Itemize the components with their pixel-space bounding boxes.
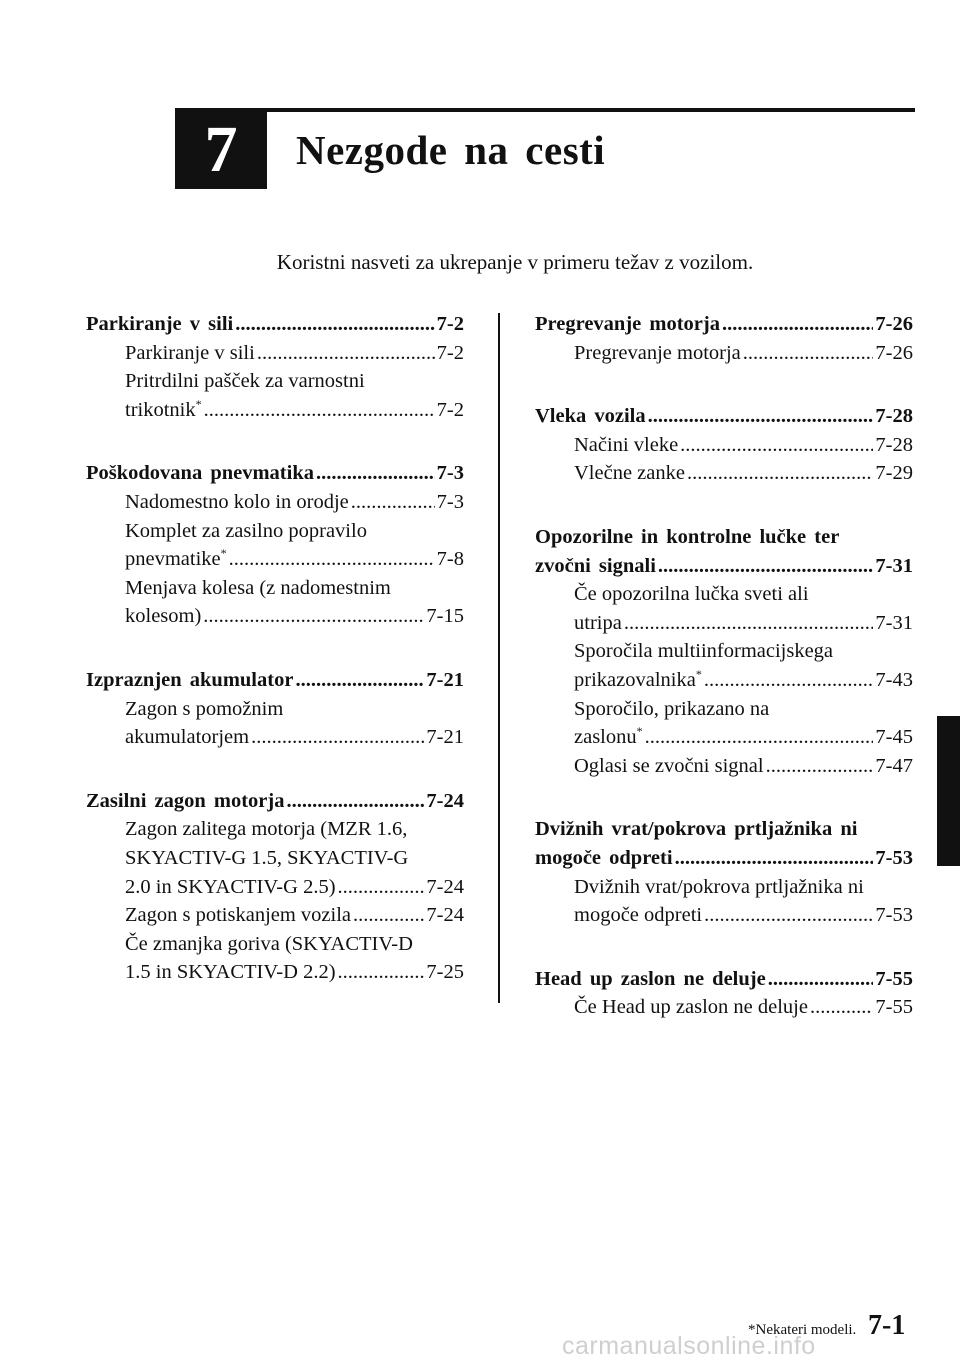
entry-label: Pregrevanje motorja	[535, 313, 720, 335]
footnote-marker: *	[695, 667, 702, 682]
page-reference: 7-28	[875, 405, 913, 428]
entry-label: Poškodovana pnevmatika	[86, 462, 314, 485]
toc-section	[535, 523, 913, 780]
toc-left-column	[86, 310, 464, 1022]
dot-leader	[286, 787, 424, 816]
toc-entry-text	[125, 873, 336, 902]
entry-label: Zagon s pomožnim	[125, 697, 284, 720]
entry-label: trikotnik	[125, 398, 196, 421]
toc-heading[interactable]	[86, 310, 464, 339]
toc-entry-text	[125, 545, 227, 574]
toc-entry[interactable]	[86, 339, 464, 368]
page-reference: 7-53	[875, 846, 913, 869]
entry-label: mogoče odpreti	[574, 904, 703, 927]
toc-entry-text	[125, 695, 283, 724]
dot-leader	[722, 310, 873, 339]
toc-entry[interactable]	[86, 873, 464, 902]
dot-leader	[229, 545, 435, 574]
toc-entry-text	[125, 602, 201, 631]
page-reference: 7-15	[426, 605, 464, 628]
entry-label: utripa	[574, 611, 622, 634]
toc-entry-text	[574, 609, 622, 638]
entry-label: prikazovalnika	[574, 668, 696, 691]
dot-leader	[766, 752, 874, 781]
toc-entry	[86, 930, 464, 959]
toc-entry[interactable]	[535, 666, 913, 695]
entry-label: Načini vleke	[574, 433, 679, 456]
entry-label: Sporočilo, prikazano na	[574, 697, 770, 720]
toc-heading[interactable]	[535, 552, 913, 581]
page-reference: 7-43	[875, 668, 913, 691]
entry-label: pnevmatike	[125, 548, 221, 571]
toc-entry-text	[535, 310, 720, 339]
entry-label: zvočni signali	[535, 554, 656, 577]
entry-label: kolesom)	[125, 605, 202, 628]
toc-heading[interactable]	[535, 402, 913, 431]
page-reference: 7-24	[426, 789, 464, 812]
toc-entry-text	[574, 637, 833, 666]
entry-label: Če opozorilna lučka sveti ali	[574, 583, 809, 606]
dot-leader	[768, 965, 874, 994]
footnote-marker: *	[220, 546, 227, 561]
dot-leader	[257, 339, 435, 368]
page-reference: 7-2	[436, 313, 464, 335]
toc-entry-text	[574, 431, 678, 460]
toc-entry	[86, 844, 464, 873]
toc-entry-text	[535, 965, 766, 994]
entry-label: Parkiranje v sili	[125, 341, 255, 364]
entry-label: akumulatorjem	[125, 726, 250, 749]
toc-entry-text	[125, 930, 413, 959]
toc-entry[interactable]	[535, 459, 913, 488]
toc-entry-text	[574, 723, 643, 752]
toc-entry	[535, 580, 913, 609]
entry-label: 2.0 in SKYACTIV-G 2.5)	[125, 875, 336, 898]
dot-leader	[675, 844, 874, 873]
toc-entry[interactable]	[86, 488, 464, 517]
page-reference: 7-24	[426, 904, 464, 927]
dot-leader	[235, 310, 434, 339]
toc-entry	[86, 367, 464, 396]
column-divider	[498, 313, 500, 1003]
toc-heading[interactable]	[535, 965, 913, 994]
toc-entry-text	[574, 695, 769, 724]
entry-label: SKYACTIV-G 1.5, SKYACTIV-G	[125, 846, 409, 869]
dot-leader	[658, 552, 874, 581]
entry-label: Opozorilne in kontrolne lučke ter	[535, 525, 840, 548]
toc-entry-text	[574, 873, 864, 902]
page-reference: 7-25	[426, 961, 464, 984]
dot-leader	[353, 901, 424, 930]
chapter-rule	[175, 108, 915, 112]
page-reference: 7-45	[875, 726, 913, 749]
toc-section	[535, 965, 913, 1022]
toc-entry[interactable]	[86, 901, 464, 930]
toc-entry-text	[86, 459, 314, 488]
dot-leader	[251, 723, 424, 752]
toc-entry-text	[125, 815, 407, 844]
toc-heading[interactable]	[86, 459, 464, 488]
page-reference: 7-3	[436, 490, 464, 513]
toc-entry-text	[125, 367, 365, 396]
entry-label: Sporočila multiinformacijskega	[574, 640, 834, 663]
toc-heading	[535, 815, 913, 844]
footnote: *Nekateri modeli.	[748, 1322, 857, 1338]
page-reference: 7-26	[875, 341, 913, 364]
entry-label: zaslonu	[574, 726, 637, 749]
toc-entry-text	[125, 488, 349, 517]
toc-entry	[86, 695, 464, 724]
toc-entry[interactable]	[535, 723, 913, 752]
toc-entry-text	[574, 339, 741, 368]
page-reference: 7-53	[875, 904, 913, 927]
dot-leader	[810, 993, 873, 1022]
toc-entry[interactable]	[535, 993, 913, 1022]
page-reference: 7-8	[436, 548, 464, 571]
dot-leader	[351, 488, 435, 517]
page-reference: 7-31	[875, 554, 913, 577]
chapter-title: Nezgode na cesti	[296, 127, 606, 173]
entry-label: Pritrdilni pašček za varnostni	[125, 370, 365, 393]
toc-entry-text	[535, 815, 857, 844]
toc-section	[535, 402, 913, 488]
toc-entry-text	[125, 844, 408, 873]
toc-section	[535, 815, 913, 929]
toc-entry[interactable]	[86, 545, 464, 574]
entry-label: mogoče odpreti	[535, 846, 673, 869]
toc-entry[interactable]	[86, 602, 464, 631]
entry-label: Zagon s potiskanjem vozila	[125, 904, 352, 927]
page-reference: 7-24	[426, 875, 464, 898]
page-reference: 7-47	[875, 754, 913, 777]
toc-entry-text	[86, 310, 233, 339]
entry-label: Zagon zalitega motorja (MZR 1.6,	[125, 818, 408, 841]
dot-leader	[624, 609, 874, 638]
toc-entry	[86, 815, 464, 844]
entry-label: Pregrevanje motorja	[574, 341, 741, 364]
toc-entry-text	[574, 993, 808, 1022]
entry-label: Dvižnih vrat/pokrova prtljažnika ni	[535, 818, 858, 841]
toc-entry-text	[125, 901, 351, 930]
toc-entry[interactable]	[535, 609, 913, 638]
toc-entry	[535, 637, 913, 666]
page-reference: 7-3	[436, 462, 464, 485]
dot-leader	[338, 873, 425, 902]
toc-entry-text	[125, 396, 202, 425]
dot-leader	[704, 666, 874, 695]
chapter-number: 7	[175, 111, 267, 189]
entry-label: Dvižnih vrat/pokrova prtljažnika ni	[574, 875, 864, 898]
entry-label: Parkiranje v sili	[86, 313, 234, 335]
toc-entry[interactable]	[535, 339, 913, 368]
toc-entry[interactable]	[86, 723, 464, 752]
footnote-marker: *	[636, 724, 643, 739]
dot-leader	[316, 459, 435, 488]
toc-entry	[86, 574, 464, 603]
entry-label: Komplet za zasilno popravilo	[125, 519, 367, 542]
toc-heading[interactable]	[535, 310, 913, 339]
dot-leader	[648, 402, 874, 431]
toc-entry[interactable]	[535, 901, 913, 930]
page-reference: 7-2	[436, 398, 464, 421]
toc-entry-text	[125, 958, 336, 987]
dot-leader	[645, 723, 874, 752]
toc-entry-text	[574, 666, 702, 695]
toc-entry-text	[574, 580, 809, 609]
watermark: carmanualsonline.info	[562, 1332, 816, 1360]
dot-leader	[687, 459, 873, 488]
chapter-thumb-tab	[937, 716, 960, 866]
toc-section	[86, 787, 464, 987]
toc-entry-text	[125, 339, 255, 368]
page-reference: 7-26	[875, 313, 913, 335]
toc-entry-text	[86, 787, 284, 816]
toc-entry-text	[86, 666, 293, 695]
entry-label: Zasilni zagon motorja	[86, 789, 285, 812]
toc-entry	[535, 873, 913, 902]
page-reference: 7-29	[875, 462, 913, 485]
toc-entry[interactable]	[86, 958, 464, 987]
toc-heading[interactable]	[86, 666, 464, 695]
entry-label: Vleka vozila	[535, 405, 646, 428]
toc-entry[interactable]	[535, 431, 913, 460]
dot-leader	[203, 602, 424, 631]
dot-leader	[295, 666, 424, 695]
toc-entry-text	[125, 517, 367, 546]
page-reference: 7-31	[875, 611, 913, 634]
toc-heading[interactable]	[86, 787, 464, 816]
entry-label: Head up zaslon ne deluje	[535, 967, 766, 990]
page-number: 7-1	[868, 1310, 906, 1341]
page-reference: 7-21	[426, 668, 464, 691]
toc-heading	[535, 523, 913, 552]
toc-entry-text	[535, 402, 646, 431]
chapter-subtitle: Koristni nasveti za ukrepanje v primeru težav z vozilom.	[276, 250, 754, 274]
dot-leader	[704, 901, 873, 930]
entry-label: Menjava kolesa (z nadomestnim	[125, 576, 391, 599]
toc-entry-text	[535, 523, 839, 552]
page-reference: 7-28	[875, 433, 913, 456]
entry-label: 1.5 in SKYACTIV-D 2.2)	[125, 961, 336, 984]
toc-entry-text	[574, 901, 702, 930]
entry-label: Nadomestno kolo in orodje	[125, 490, 349, 513]
toc-section	[86, 459, 464, 631]
entry-label: Izpraznjen akumulator	[86, 668, 294, 691]
toc-section	[86, 666, 464, 752]
toc-entry[interactable]	[535, 752, 913, 781]
entry-label: Vlečne zanke	[574, 462, 685, 485]
dot-leader	[743, 339, 874, 368]
toc-entry	[86, 517, 464, 546]
toc-entry-text	[535, 552, 656, 581]
page-reference: 7-21	[426, 726, 464, 749]
toc-entry	[535, 695, 913, 724]
footnote-marker: *	[195, 396, 202, 411]
entry-label: Oglasi se zvočni signal	[574, 754, 764, 777]
toc-entry-text	[125, 574, 391, 603]
toc-section	[86, 310, 464, 424]
page-reference: 7-55	[875, 996, 913, 1019]
toc-entry-text	[574, 752, 764, 781]
page-reference: 7-2	[436, 341, 464, 364]
toc-entry[interactable]	[86, 396, 464, 425]
page-reference: 7-55	[875, 967, 913, 990]
dot-leader	[204, 396, 435, 425]
toc-heading[interactable]	[535, 844, 913, 873]
toc-entry-text	[535, 844, 673, 873]
toc-right-column	[535, 310, 913, 1057]
toc-section	[535, 310, 913, 367]
toc-entry-text	[574, 459, 685, 488]
dot-leader	[680, 431, 873, 460]
entry-label: Če Head up zaslon ne deluje	[574, 996, 808, 1019]
entry-label: Če zmanjka goriva (SKYACTIV-D	[125, 932, 413, 955]
dot-leader	[338, 958, 425, 987]
toc-entry-text	[125, 723, 249, 752]
